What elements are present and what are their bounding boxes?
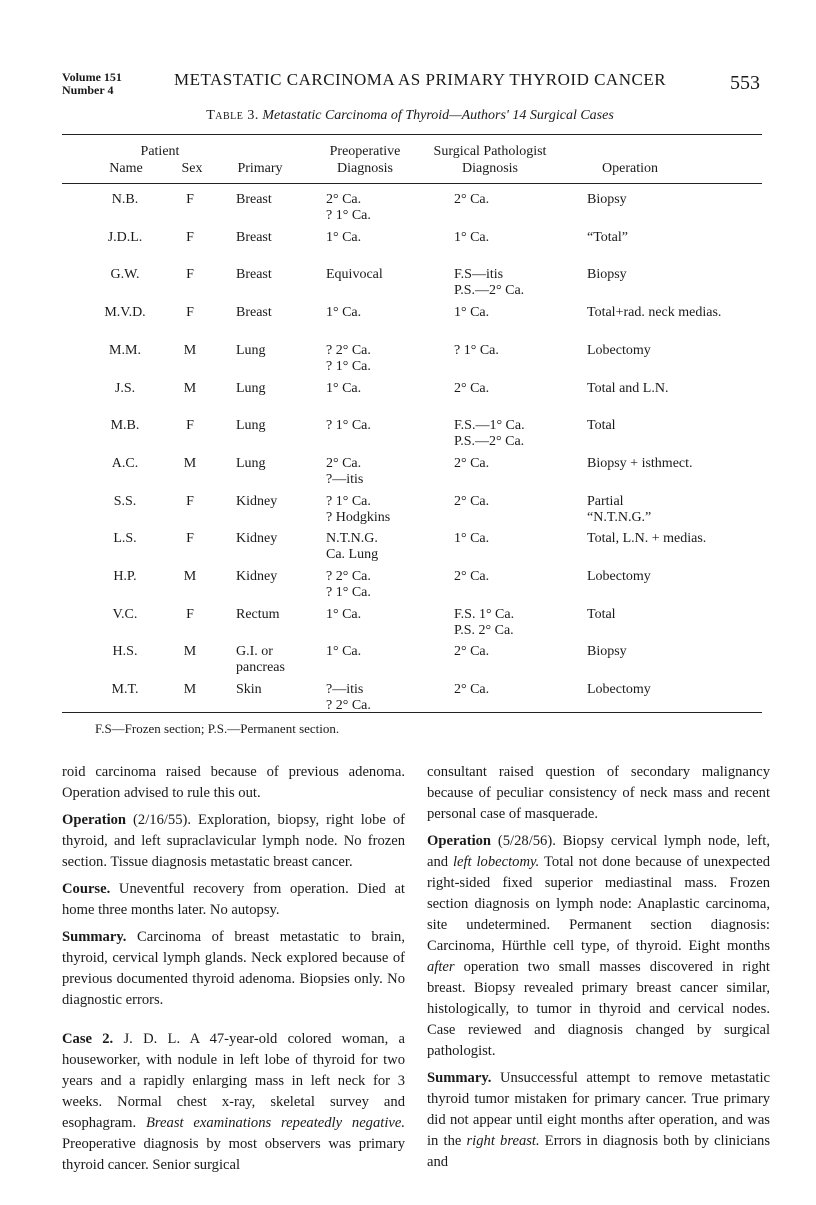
table-cell-name: G.W.	[110, 267, 140, 283]
table-cell-primary: Skin	[236, 682, 262, 698]
table-footnote: F.S—Frozen section; P.S.—Permanent section.	[95, 721, 340, 736]
table-cell-preop: 1° Ca.	[326, 380, 362, 396]
section-heading: Operation	[427, 833, 492, 849]
table-cell-primary: Rectum	[236, 606, 280, 622]
table-cell-operation: “Total”	[587, 229, 628, 245]
table-cell-name: S.S.	[113, 493, 137, 509]
header-primary: Primary	[237, 161, 283, 176]
table-cell-sex: F	[186, 192, 194, 207]
table-cell-primary: Kidney	[236, 493, 278, 509]
table-cell-operation: Partial	[587, 493, 624, 509]
table-cell-operation: Biopsy	[587, 644, 627, 660]
caption-title: Metastatic Carcinoma of Thyroid—Authors' 14 Surgical Cases	[262, 108, 614, 123]
table-cell-path: P.S.—2° Ca.	[454, 434, 525, 450]
paragraph: Operation (5/28/56). Biopsy cervical lymph node, left, and left lobectomy. Total not done because of unexpected right-sided fixed superior mediastinal mass. Frozen section diagnosis on lymph node: Anaplastic carcinoma, site undetermined. Permanent section diagnosis: Carcinoma, Hürthle cell type, of thyroid. Eight months after operation two small masses discovered in right breast. Biopsy revealed primary breast cancer similar, histologically, to tumor in thyroid and cervical nodes. Case reviewed and diagnosis changed by surgical pathologist.	[427, 833, 770, 1059]
table-cell-path: 1° Ca.	[454, 531, 490, 547]
table-cell-name: L.S.	[113, 531, 137, 547]
table-cell-primary: G.I. or	[236, 644, 273, 660]
header-operation: Operation	[602, 161, 658, 176]
table-cell-name: M.B.	[110, 418, 140, 434]
table-cell-operation: Biopsy + isthmect.	[587, 455, 693, 471]
table-cell-primary: Lung	[236, 380, 266, 396]
volume-line: Volume 151	[62, 70, 122, 84]
table-cell-operation: Total	[587, 418, 616, 434]
table-cell-operation: Total	[587, 606, 616, 622]
table-cell-sex: F	[186, 267, 194, 283]
table-cell-sex: F	[186, 305, 194, 321]
table-cell-name: J.S.	[114, 380, 136, 396]
paragraph: Course. Uneventful recovery from operation. Died at home three months later. No autopsy.	[62, 881, 405, 918]
table-cell-path: 1° Ca.	[454, 229, 490, 245]
table-cell-operation: Lobectomy	[587, 342, 651, 358]
table-cell-primary: Breast	[236, 229, 272, 245]
table-cell-preop: 1° Ca.	[326, 305, 362, 321]
table-cell-path: P.S.—2° Ca.	[454, 283, 525, 299]
table-cell-sex: M	[183, 380, 197, 396]
case-heading: Case 2.	[62, 1031, 114, 1047]
number-line: Number 4	[62, 83, 114, 97]
table-cell-name: M.T.	[111, 682, 139, 698]
table-cell-primary: Lung	[236, 418, 266, 434]
table-cell-path: 2° Ca.	[454, 493, 490, 509]
header-path-2: Diagnosis	[462, 161, 518, 176]
table-cell-sex: F	[186, 606, 194, 622]
header-preop-2: Diagnosis	[337, 161, 393, 176]
table-cell-sex: F	[186, 531, 194, 547]
table-cell-sex: M	[183, 569, 197, 584]
table-cell-preop: ? 1° Ca.	[326, 418, 371, 434]
table-cell-name: J.D.L.	[107, 229, 143, 245]
table-cell-name: V.C.	[112, 606, 138, 622]
table-cell-sex: M	[183, 342, 197, 358]
table-cell-preop: 1° Ca.	[326, 606, 362, 622]
table-cell-sex: F	[186, 493, 194, 509]
table-cell-preop: ? 1° Ca.	[326, 585, 371, 600]
table-cell-path: 2° Ca.	[454, 192, 490, 207]
table-cell-preop: ?—itis	[326, 682, 364, 698]
journal-volume	[62, 71, 122, 97]
table-cell-path: ? 1° Ca.	[454, 342, 499, 358]
table-cell-preop: N.T.N.G.	[326, 531, 378, 547]
table-cell-sex: M	[183, 644, 197, 660]
table-cell-operation: Lobectomy	[587, 682, 651, 698]
header-preop-1: Preoperative	[329, 144, 401, 159]
table-top-rule	[62, 134, 762, 135]
section-heading: Summary.	[427, 1070, 492, 1086]
table-cell-primary: Breast	[236, 305, 272, 321]
table-cell-preop: 1° Ca.	[326, 229, 362, 245]
table-cell-path: 2° Ca.	[454, 644, 490, 660]
table-cell-operation: Lobectomy	[587, 569, 651, 584]
caption-label: Table 3.	[206, 108, 259, 123]
table-cell-path: F.S. 1° Ca.	[454, 606, 515, 622]
paragraph: Operation (2/16/55). Exploration, biopsy, right lobe of thyroid, and left supraclavicular lymph node. No frozen section. Tissue diagnosis metastatic breast cancer.	[62, 812, 405, 870]
left-column	[62, 762, 405, 1176]
table-cell-preop: 2° Ca.	[326, 455, 362, 471]
table-cell-sex: F	[186, 229, 194, 245]
table-cell-name: N.B.	[111, 192, 139, 207]
paragraph: consultant raised question of secondary malignancy because of peculiar consistency of neck mass and recent personal case of masquerade.	[427, 764, 770, 822]
table-cell-preop: ? 2° Ca.	[326, 342, 371, 358]
table-cell-sex: M	[183, 455, 197, 471]
table-cell-name: H.P.	[113, 569, 137, 584]
header-path-1: Surgical Pathologist	[433, 144, 547, 159]
table-cell-primary: pancreas	[236, 660, 285, 676]
section-heading: Summary.	[62, 929, 127, 945]
table-cell-name: A.C.	[111, 455, 139, 471]
header-sex: Sex	[181, 161, 203, 176]
table-cell-preop: ? 1° Ca.	[326, 208, 371, 223]
table-cell-primary: Breast	[236, 267, 272, 283]
table-cell-primary: Kidney	[236, 569, 278, 584]
table-cell-primary: Breast	[236, 192, 272, 207]
table-cell-preop: Equivocal	[326, 267, 383, 283]
header-name: Name	[109, 161, 143, 176]
table-header-rule	[62, 183, 762, 184]
table-cell-preop: 1° Ca.	[326, 644, 362, 660]
table-cell-operation: Total and L.N.	[587, 380, 669, 396]
table-cell-preop: ? 2° Ca.	[326, 698, 371, 714]
table-cell-preop: 2° Ca.	[326, 192, 362, 207]
page-number: 553	[730, 72, 760, 94]
table-cell-name: M.V.D.	[104, 305, 146, 321]
table-cell-operation: Biopsy	[587, 267, 627, 283]
paragraph: Summary. Unsuccessful attempt to remove metastatic thyroid tumor mistaken for primary cancer. True primary did not appear until eight months after operation, and was in the right breast. Errors in diagnosis both by clinicians and	[427, 1070, 771, 1170]
header-patient: Patient	[140, 144, 180, 159]
table-cell-preop: ? 1° Ca.	[326, 358, 371, 374]
table-cell-preop: Ca. Lung	[326, 547, 379, 563]
table-cell-operation: “N.T.N.G.”	[587, 509, 652, 525]
paragraph: Summary. Carcinoma of breast metastatic to brain, thyroid, cervical lymph glands. Neck explored because of previous documented thyroid adenoma. Biopsies only. No diagnostic errors.	[62, 929, 405, 1008]
table-cell-preop: ? Hodgkins	[326, 509, 391, 525]
table-cell-name: H.S.	[112, 644, 138, 660]
table-cell-preop: ? 2° Ca.	[326, 569, 371, 584]
right-column	[427, 762, 770, 1173]
table-cell-primary: Lung	[236, 342, 266, 358]
table-cell-path: F.S—itis	[454, 267, 504, 283]
table-cell-path: 2° Ca.	[454, 455, 490, 471]
table-cell-path: 2° Ca.	[454, 682, 490, 698]
table-cell-preop: ?—itis	[326, 471, 364, 487]
table-cell-operation: Total, L.N. + medias.	[587, 531, 707, 547]
table-bottom-rule	[62, 712, 762, 713]
table-cell-preop: ? 1° Ca.	[326, 493, 371, 509]
section-heading: Course.	[62, 881, 111, 897]
table-cell-sex: F	[186, 418, 194, 434]
table-cell-path: F.S.—1° Ca.	[454, 418, 525, 434]
section-heading: Operation	[62, 812, 127, 828]
paragraph: roid carcinoma raised because of previous adenoma. Operation advised to rule this out.	[62, 764, 405, 801]
table-cell-path: 2° Ca.	[454, 380, 490, 396]
table-cell-path: 2° Ca.	[454, 569, 490, 584]
table-cell-primary: Kidney	[236, 531, 278, 547]
table-cell-primary: Lung	[236, 455, 266, 471]
table-cell-name: M.M.	[109, 342, 141, 358]
table-caption	[60, 108, 760, 124]
table-cell-operation: Biopsy	[587, 192, 627, 207]
table-cell-sex: M	[183, 682, 197, 698]
table-cell-path: 1° Ca.	[454, 305, 490, 321]
paragraph: Case 2. J. D. L. A 47-year-old colored woman, a houseworker, with nodule in left lobe of thyroid for two years and a rapidly enlarging mass in left neck for 3 weeks. Normal chest x-ray, skeletal survey and esophagram. Breast examinations repeatedly negative. Preoperative diagnosis by most observers was primary thyroid cancer. Senior surgical	[62, 1031, 405, 1173]
table-cell-operation: Total+rad. neck medias.	[587, 305, 722, 321]
running-title: METASTATIC CARCINOMA AS PRIMARY THYROID CANCER	[173, 70, 667, 89]
table-cell-path: P.S. 2° Ca.	[454, 622, 514, 638]
